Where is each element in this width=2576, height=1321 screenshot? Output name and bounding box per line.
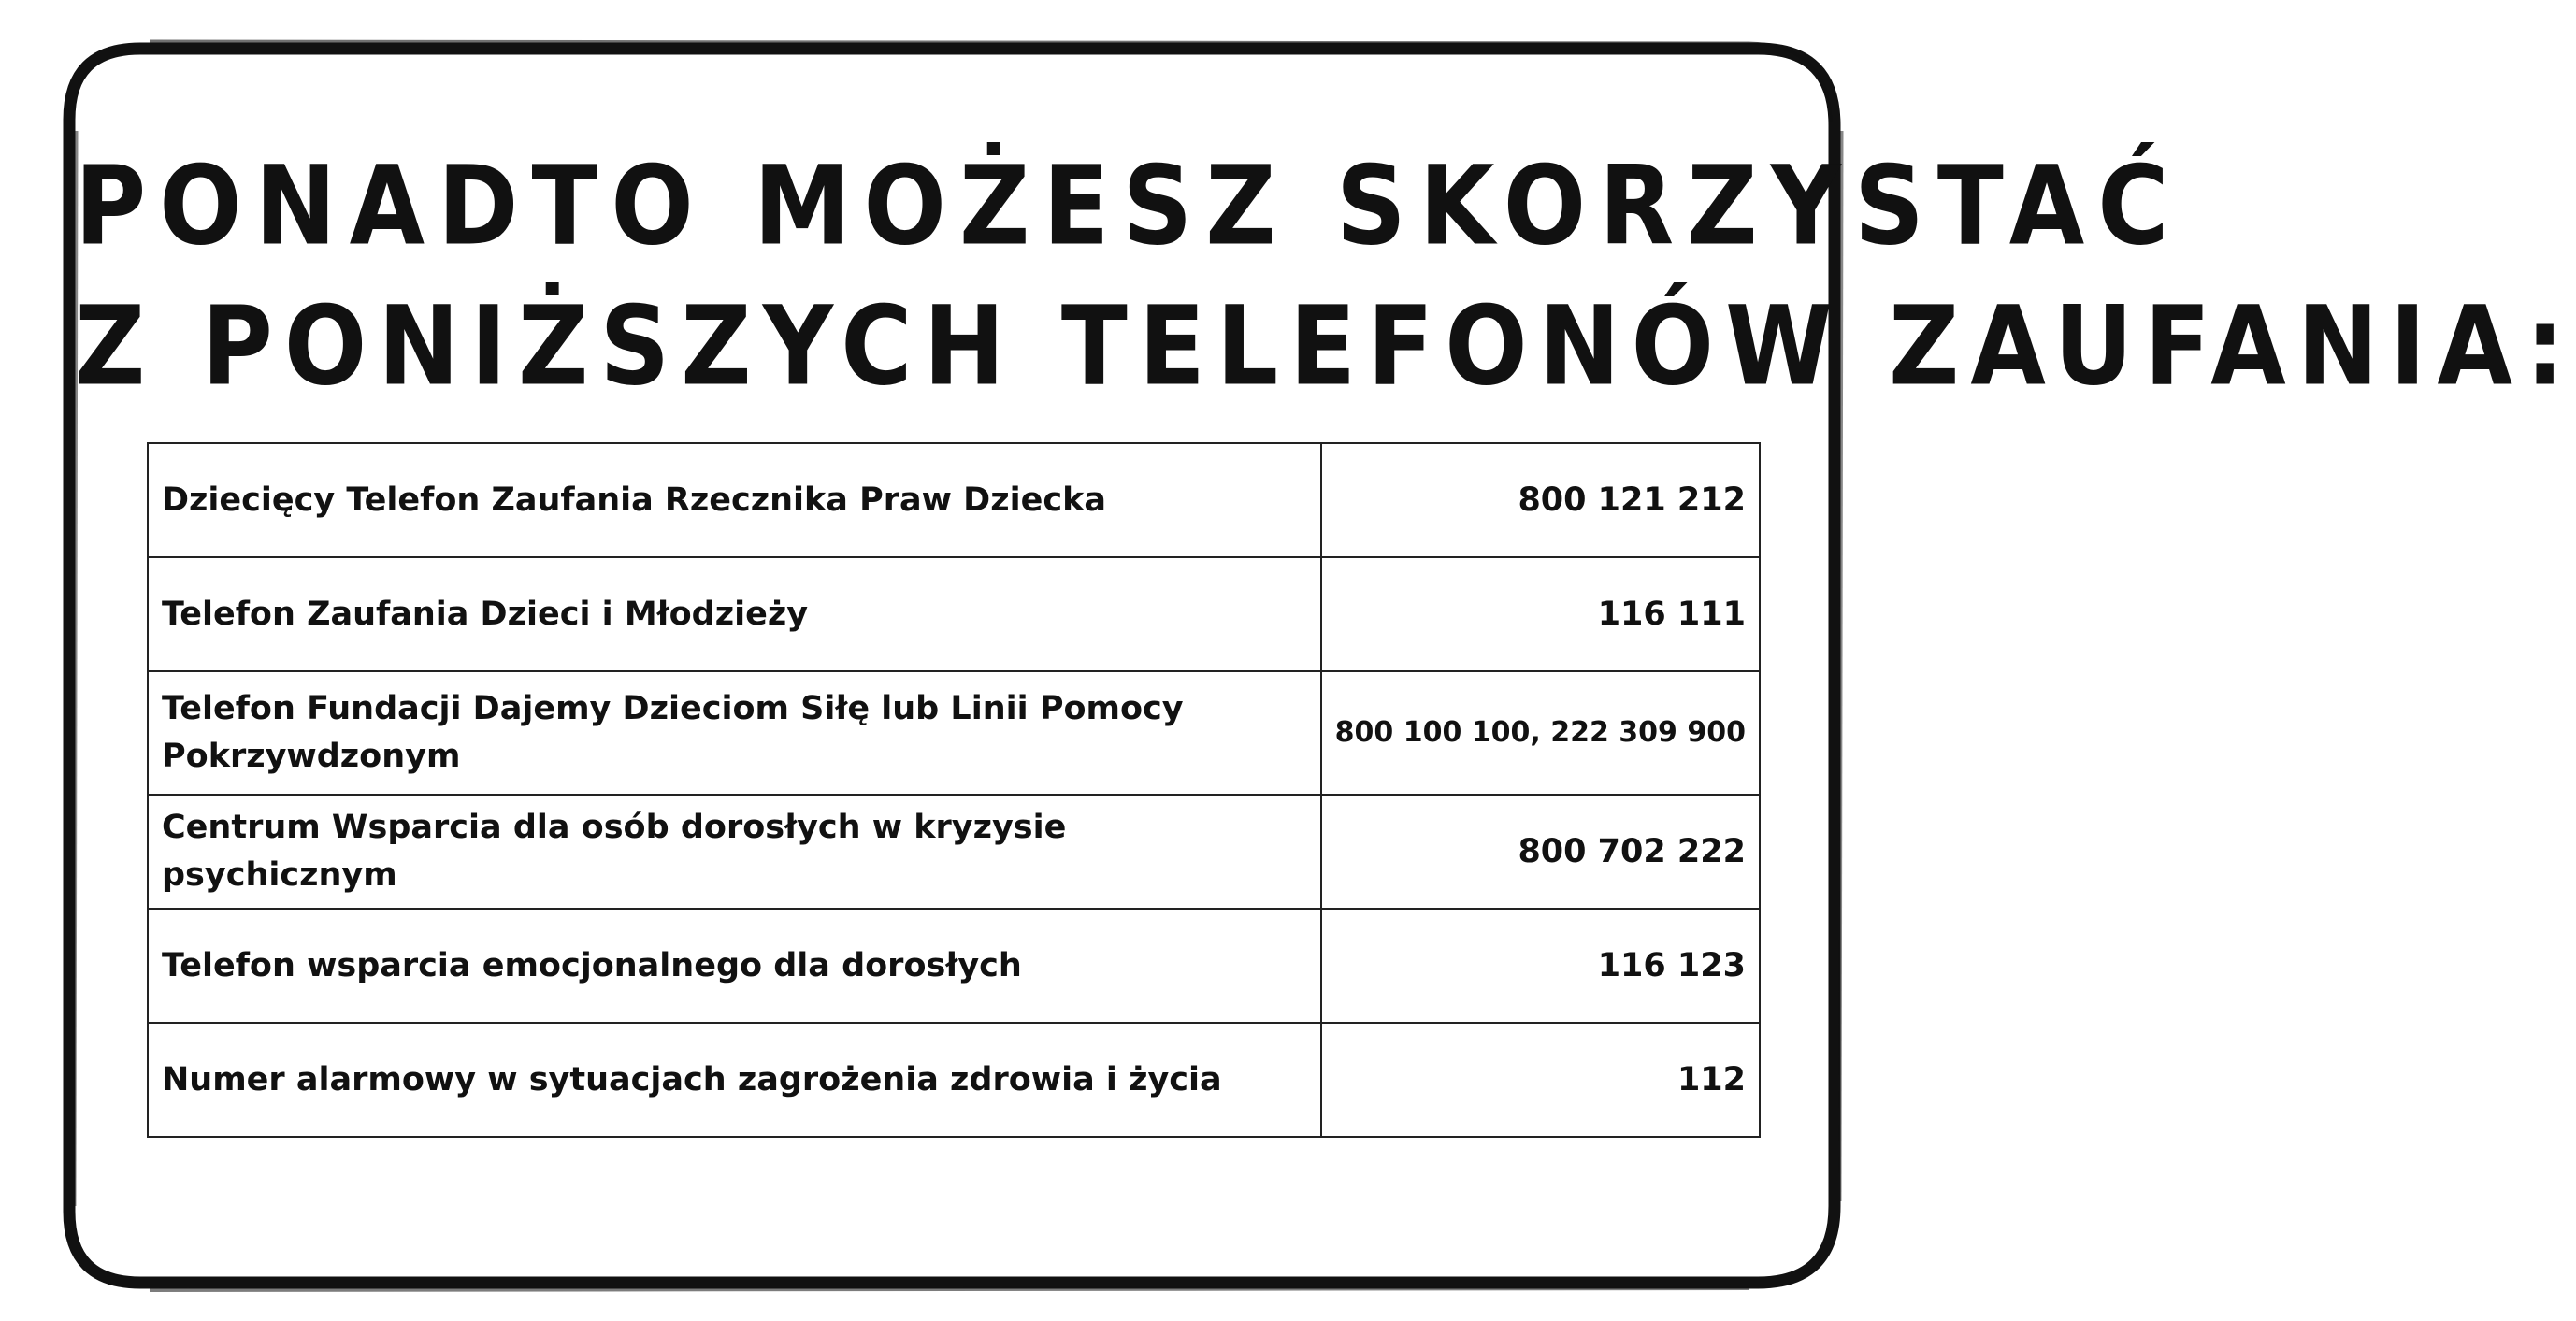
helpline-name: Telefon Zaufania Dzieci i Młodzieży — [148, 557, 1321, 671]
helpline-name: Dziecięcy Telefon Zaufania Rzecznika Praw Dziecka — [148, 443, 1321, 557]
table-row — [148, 795, 1760, 909]
helpline-number: 112 — [1321, 1023, 1760, 1137]
helpline-number: 800 702 222 — [1321, 795, 1760, 909]
helpline-number: 116 111 — [1321, 557, 1760, 671]
table-row — [148, 443, 1760, 557]
helpline-number: 800 121 212 — [1321, 443, 1760, 557]
helpline-name: Numer alarmowy w sytuacjach zagrożenia zdrowia i życia — [148, 1023, 1321, 1137]
helpline-number: 800 100 100, 222 309 900 — [1321, 671, 1760, 795]
table-row — [148, 671, 1760, 795]
helpline-name: Centrum Wsparcia dla osób dorosłych w kryzysie psychicznym — [148, 795, 1321, 909]
heading-line-2: Z PONIŻSZYCH TELEFONÓW ZAUFANIA: — [75, 281, 2576, 410]
helpline-number: 116 123 — [1321, 909, 1760, 1023]
heading-line-1: PONADTO MOŻESZ SKORZYSTAĆ — [75, 141, 2182, 270]
table-row — [148, 557, 1760, 671]
helpline-name: Telefon wsparcia emocjonalnego dla dorosłych — [148, 909, 1321, 1023]
table-row — [148, 909, 1760, 1023]
table-row — [148, 1023, 1760, 1137]
helpline-name: Telefon Fundacji Dajemy Dzieciom Siłę lub Linii Pomocy Pokrzywdzonym — [148, 671, 1321, 795]
helpline-table — [147, 442, 1761, 1138]
